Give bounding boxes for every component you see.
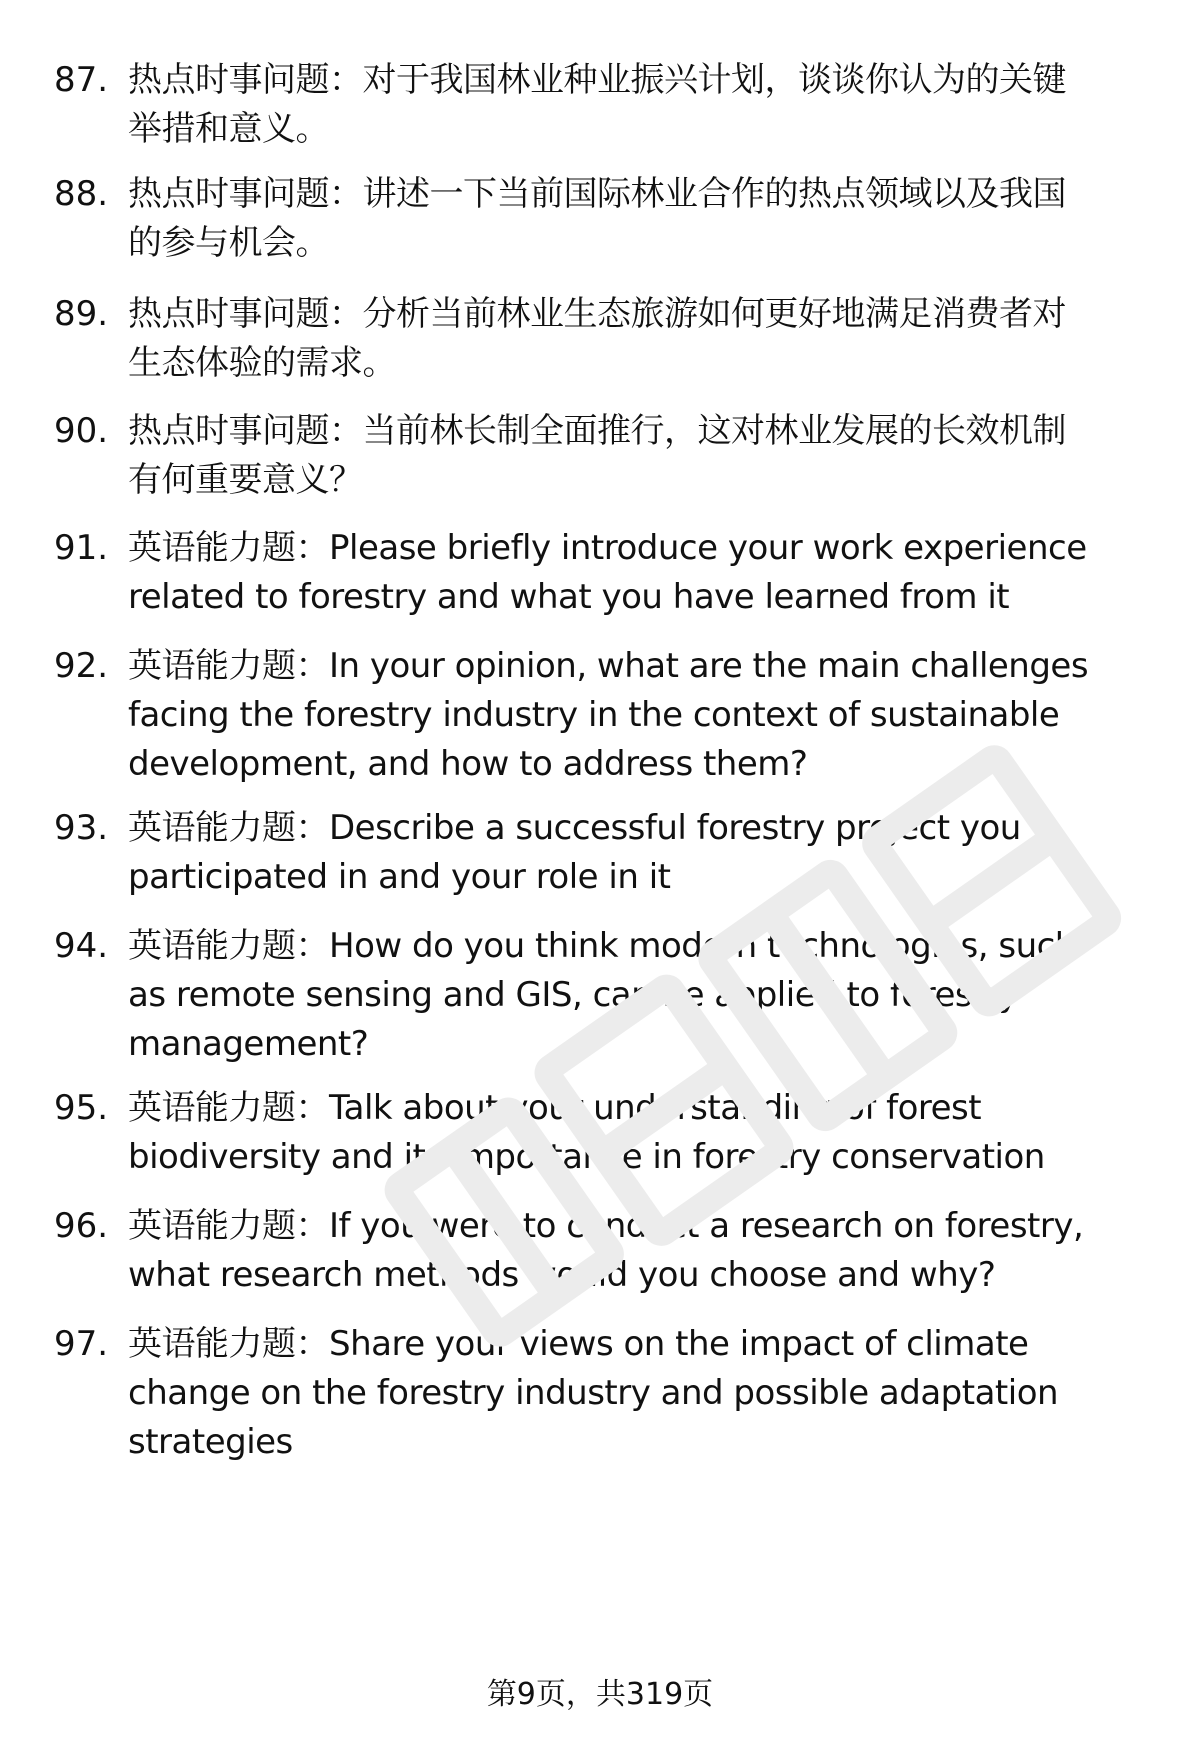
question-text bbox=[128, 1320, 1200, 1467]
question-number: 90. bbox=[54, 411, 109, 451]
question-text bbox=[128, 1202, 1200, 1300]
question-text bbox=[128, 524, 1200, 622]
question-text bbox=[128, 922, 1200, 1069]
question-line: 热点时事问题：当前林长制全面推行，这对林业发展的长效机制 bbox=[128, 411, 1066, 451]
question-line: 热点时事问题：对于我国林业种业振兴计划，谈谈你认为的关键 bbox=[128, 60, 1066, 100]
question-line: 英语能力题：Talk about your understanding of forest bbox=[128, 1088, 982, 1128]
question-line: as remote sensing and GIS, can be applied to forestry bbox=[128, 975, 1019, 1015]
question-line: 的参与机会。 bbox=[128, 223, 329, 263]
question-line: 英语能力题：How do you think modern technologies, such bbox=[128, 926, 1076, 966]
question-number: 95. bbox=[54, 1088, 109, 1128]
question-line: 英语能力题：In your opinion, what are the main challenges bbox=[128, 646, 1089, 686]
question-line: strategies bbox=[128, 1422, 293, 1462]
question-line: development, and how to address them? bbox=[128, 744, 808, 784]
question-number: 89. bbox=[54, 294, 109, 334]
question-line: 英语能力题：Please briefly introduce your work experience bbox=[128, 528, 1087, 568]
question-number: 88. bbox=[54, 174, 109, 214]
question-line: what research methods would you choose and why? bbox=[128, 1255, 996, 1295]
question-text bbox=[128, 1084, 1200, 1182]
question-number: 91. bbox=[54, 528, 109, 568]
question-line: 英语能力题：Share your views on the impact of climate bbox=[128, 1324, 1029, 1364]
question-line: facing the forestry industry in the context of sustainable bbox=[128, 695, 1060, 735]
question-text bbox=[128, 804, 1200, 902]
question-line: 英语能力题：Describe a successful forestry project you bbox=[128, 808, 1021, 848]
question-text bbox=[128, 642, 1200, 789]
question-number: 87. bbox=[54, 60, 109, 100]
question-line: management? bbox=[128, 1024, 369, 1064]
question-line: 生态体验的需求。 bbox=[128, 343, 396, 383]
question-text bbox=[128, 56, 1200, 154]
question-text bbox=[128, 170, 1200, 268]
question-line: participated in and your role in it bbox=[128, 857, 671, 897]
question-number: 96. bbox=[54, 1206, 109, 1246]
question-line: 举措和意义。 bbox=[128, 109, 329, 149]
question-line: 英语能力题：If you were to conduct a research on forestry, bbox=[128, 1206, 1084, 1246]
question-line: 有何重要意义？ bbox=[128, 460, 363, 500]
page-number: 第9页，共319页 bbox=[486, 1677, 714, 1712]
question-line: change on the forestry industry and possible adaptation bbox=[128, 1373, 1059, 1413]
question-text bbox=[128, 290, 1200, 388]
question-line: related to forestry and what you have learned from it bbox=[128, 577, 1010, 617]
question-line: 热点时事问题：分析当前林业生态旅游如何更好地满足消费者对 bbox=[128, 294, 1066, 334]
question-number: 94. bbox=[54, 926, 109, 966]
question-line: biodiversity and its importance in forestry conservation bbox=[128, 1137, 1045, 1177]
question-number: 92. bbox=[54, 646, 109, 686]
question-line: 热点时事问题：讲述一下当前国际林业合作的热点领域以及我国 bbox=[128, 174, 1066, 214]
question-number: 93. bbox=[54, 808, 109, 848]
question-number: 97. bbox=[54, 1324, 109, 1364]
question-text bbox=[128, 407, 1200, 505]
